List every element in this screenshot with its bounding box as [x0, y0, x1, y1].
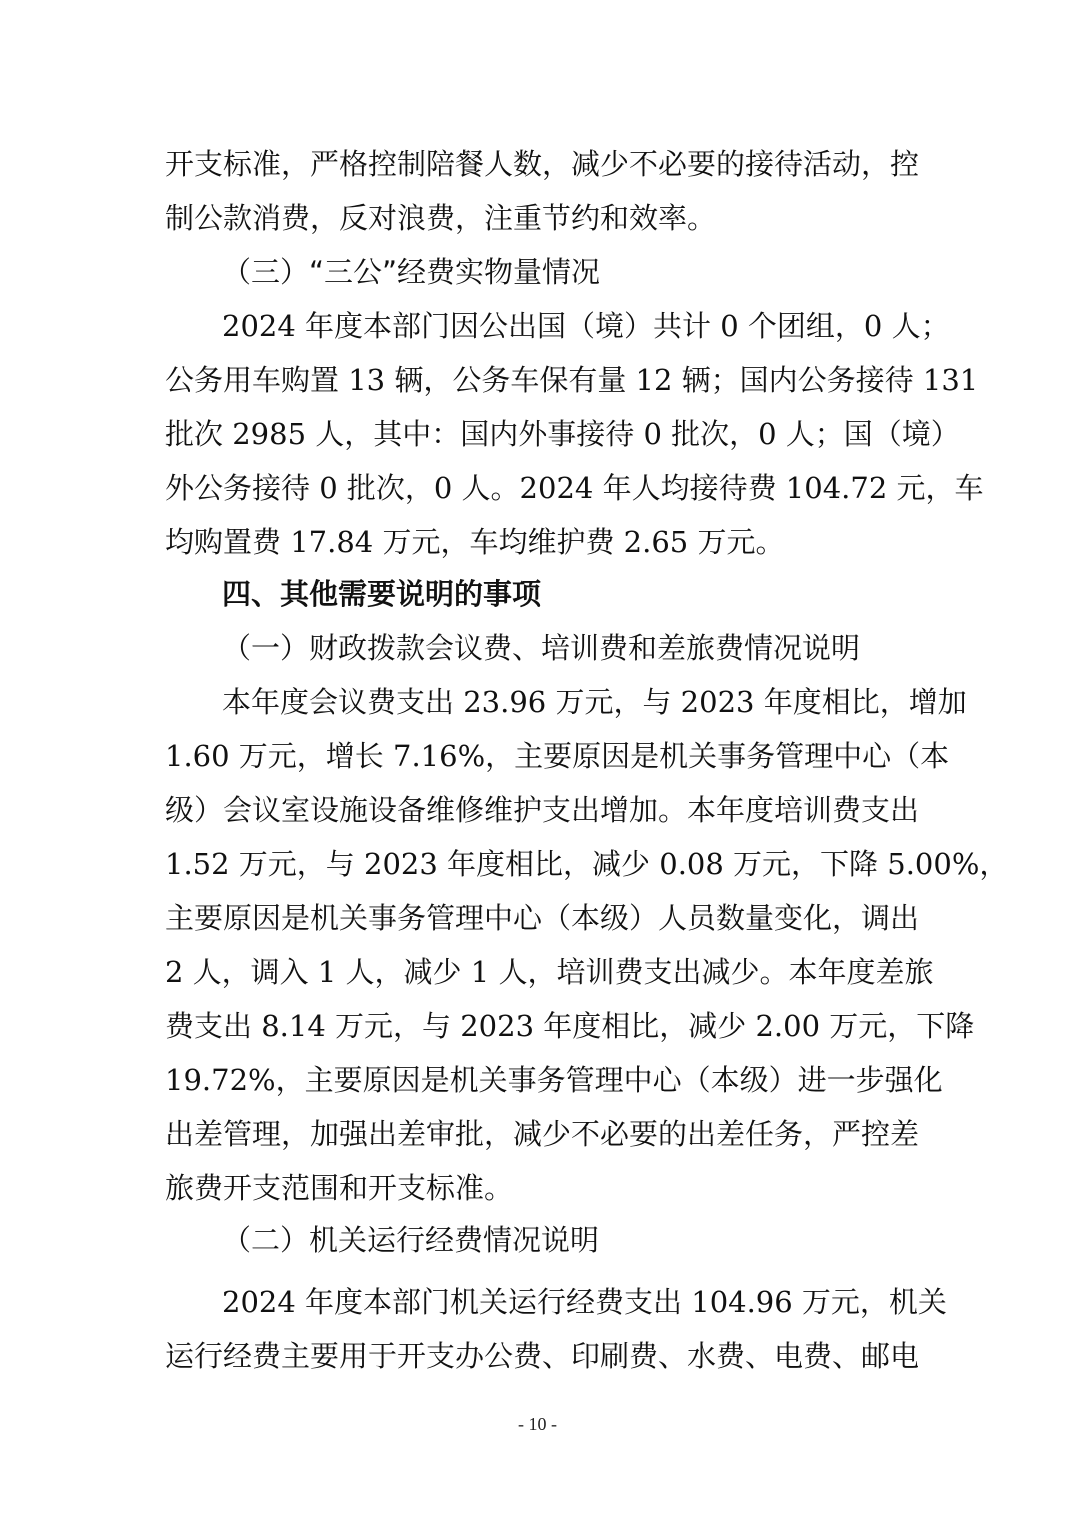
- paragraph-line: 均购置费 17.84 万元，车均维护费 2.65 万元。: [165, 525, 785, 559]
- paragraph-line: 外公务接待 0 批次，0 人。2024 年人均接待费 104.72 元，车: [165, 471, 984, 505]
- paragraph-line: 制公款消费，反对浪费，注重节约和效率。: [165, 201, 717, 235]
- subsection-heading: （三）“三公”经费实物量情况: [222, 255, 601, 289]
- paragraph-line: 2 人，调入 1 人，减少 1 人，培训费支出减少。本年度差旅: [165, 955, 934, 989]
- paragraph-line: 19.72%，主要原因是机关事务管理中心（本级）进一步强化: [165, 1063, 943, 1097]
- paragraph-line: 1.60 万元，增长 7.16%，主要原因是机关事务管理中心（本: [165, 739, 950, 773]
- paragraph-line: 运行经费主要用于开支办公费、印刷费、水费、电费、邮电: [165, 1339, 920, 1373]
- paragraph-line: 1.52 万元，与 2023 年度相比，减少 0.08 万元，下降 5.00%，: [165, 847, 1009, 881]
- paragraph-line: 旅费开支范围和开支标准。: [165, 1171, 514, 1205]
- paragraph-line: 开支标准，严格控制陪餐人数，减少不必要的接待活动，控: [165, 147, 920, 181]
- paragraph-line: 2024 年度本部门机关运行经费支出 104.96 万元，机关: [222, 1285, 947, 1319]
- paragraph-line: 2024 年度本部门因公出国（境）共计 0 个团组，0 人；: [222, 309, 950, 343]
- paragraph-line: 批次 2985 人，其中：国内外事接待 0 批次，0 人；国（境）: [165, 417, 960, 451]
- page-number: - 10 -: [518, 1414, 557, 1434]
- paragraph-line: 级）会议室设施设备维修维护支出增加。本年度培训费支出: [165, 793, 920, 827]
- paragraph-line: 公务用车购置 13 辆，公务车保有量 12 辆；国内公务接待 131: [165, 363, 979, 397]
- paragraph-line: 主要原因是机关事务管理中心（本级）人员数量变化，调出: [165, 901, 920, 935]
- subsection-heading: （二）机关运行经费情况说明: [222, 1223, 600, 1257]
- paragraph-line: 出差管理，加强出差审批，减少不必要的出差任务，严控差: [165, 1117, 920, 1151]
- paragraph-line: 本年度会议费支出 23.96 万元，与 2023 年度相比，增加: [222, 685, 967, 719]
- section-heading: 四、其他需要说明的事项: [222, 577, 542, 611]
- subsection-heading: （一）财政拨款会议费、培训费和差旅费情况说明: [222, 631, 861, 665]
- paragraph-line: 费支出 8.14 万元，与 2023 年度相比，减少 2.00 万元，下降: [165, 1009, 975, 1043]
